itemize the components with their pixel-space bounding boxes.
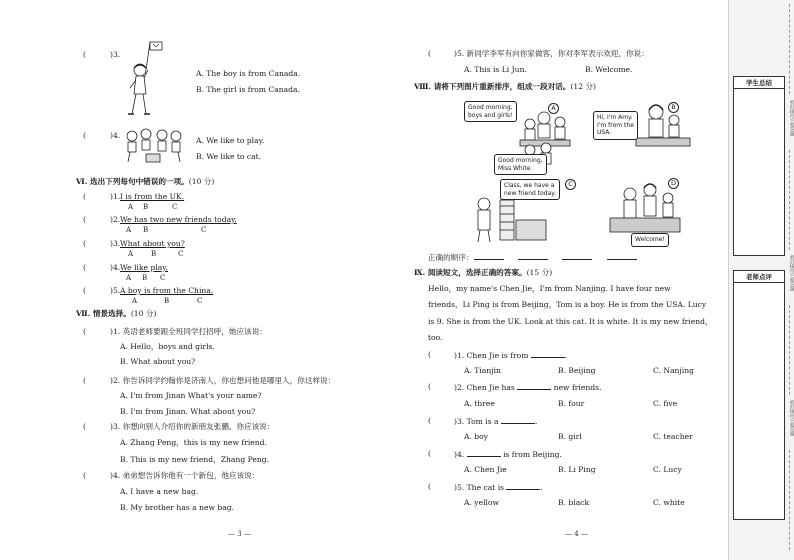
order-answer-line: 正确的顺序： [428,253,637,262]
answer-paren: ( [428,382,431,391]
error-sentence: A boy is from the China. [120,286,214,295]
seal-line [789,150,790,250]
question-text: )3. 你想向别人介绍你的新朋友张鹏，你应该说： [110,422,275,431]
option-a: A. yellow [464,498,500,507]
option-b: B. Li Ping [558,465,596,474]
option-c: C. white [653,498,685,507]
option-label: B [151,250,157,258]
passage-line: friends，Li Ping is from Beijing，Tom is a boy. He is from the USA. Lucy [428,300,707,309]
answer-paren: ( [83,215,86,224]
question-text: )4. 弟弟想告诉你他有一个新包，他应该说： [110,471,260,480]
answer-paren: ( [83,239,86,248]
option-b: B. four [558,399,585,408]
student-summary-title: 学生总结 [734,77,784,89]
section-title: Ⅸ. 阅读短文，选择正确的答案。(15 分) [414,268,553,277]
option-label: A [128,203,134,211]
section-title: Ⅵ. 选出下列每句中错误的一项。(10 分) [76,177,215,186]
question-number: )4. [110,263,121,272]
option-b: B. What about you? [120,357,196,366]
question-number: )4. [110,131,121,140]
option-a: A. Zhang Peng，this is my new friend. [120,438,267,447]
option-b: B. We like to cat. [196,152,262,161]
question-text: )2. Chen Jie has new friends. [454,383,602,392]
option-a: A. I'm from Jinan What's your name? [120,391,262,400]
fill-blank[interactable] [506,483,540,490]
answer-paren: ( [428,49,431,58]
question-text: )2. 你告诉同学约翰你是济南人，你也想问他是哪里人，你这样说： [110,376,336,385]
speech-bubble-c2: Class, we have a new friend today. [500,179,560,200]
answer-paren: ( [83,50,86,59]
seal-line-note: 密封线内不要答题 [789,100,794,136]
option-label: A [126,274,132,282]
speech-bubble-b: Hi, I'm Amy. I'm from the USA. [593,111,638,140]
option-a: A. three [464,399,495,408]
option-label: C [172,203,178,211]
seal-line-note: 密封线内不要答题 [789,255,794,291]
option-a: A. The boy is from Canada. [196,69,301,78]
option-label: B [143,203,149,211]
answer-paren: ( [83,192,86,201]
option-label: A [126,226,132,234]
boy-flag-illustration [122,40,170,122]
question-number: )5. [110,286,121,295]
speech-bubble-c1: Good morning, Miss White. [494,154,547,175]
label-c: C [565,179,576,190]
question-text: )3. Tom is a . [454,417,538,426]
label-a: A [548,103,559,114]
page-number: — 4 — [565,530,588,538]
option-c: C. five [653,399,678,408]
answer-paren: ( [83,471,86,480]
question-text: )1. 英语老师要跟全班同学打招呼，她应该说： [110,327,267,336]
question-number: )1. [110,192,121,201]
question-text: )1. Chen Jie is from . [454,351,568,360]
option-b: B. I'm from Jinan. What about you? [120,407,256,416]
option-label: C [201,226,207,234]
seal-line [789,450,790,550]
option-a: A. Hello，boys and girls. [120,342,215,351]
answer-paren: ( [428,449,431,458]
answer-paren: ( [83,422,86,431]
seal-line-note: 密封线内不要答题 [789,400,794,436]
answer-paren: ( [428,416,431,425]
question-text: )4. is from Beijing. [454,450,562,459]
fill-blank[interactable] [467,450,501,457]
order-blank-2[interactable] [518,253,548,260]
answer-paren: ( [83,263,86,272]
question-text: )5. The cat is . [454,483,543,492]
error-sentence: We has two new friends today. [120,215,237,224]
fill-blank[interactable] [501,417,535,424]
answer-paren: ( [83,376,86,385]
passage-line: too. [428,333,443,342]
order-blank-3[interactable] [562,253,592,260]
option-b: B. girl [558,432,582,441]
option-b: B. Welcome. [585,65,633,74]
option-label: B [143,226,149,234]
option-c: C. Nanjing [653,366,694,375]
answer-paren: ( [83,286,86,295]
option-b: B. Beijing [558,366,596,375]
answer-paren: ( [83,327,86,336]
speech-bubble-a: Good morning, boys and girls! [464,101,517,122]
label-d: D [668,178,679,189]
teacher-comment-box[interactable] [733,270,785,520]
sidebar-margin [728,0,794,560]
page-number: — 3 — [228,530,251,538]
kids-playing-illustration [122,126,184,166]
student-summary-box[interactable] [733,76,785,256]
error-sentence: What about you? [120,239,185,248]
speech-bubble-d: Welcome! [631,233,669,247]
fill-blank[interactable] [531,351,565,358]
answer-paren: ( [83,131,86,140]
teacher-comment-title: 老师点评 [734,271,784,283]
error-sentence: We like play. [120,263,168,272]
seal-line [789,4,790,94]
answer-paren: ( [428,350,431,359]
label-b: B [668,102,679,113]
option-label: C [197,297,203,305]
section-title: Ⅷ. 请将下列图片重新排序，组成一段对话。(12 分) [414,82,597,91]
option-label: C [160,274,166,282]
fill-blank[interactable] [517,383,551,390]
option-c: C. Lucy [653,465,682,474]
question-number: )3. [110,50,121,59]
option-c: C. teacher [653,432,693,441]
passage-line: Hello，my name's Chen Jie，I'm from Nanjing. I have four new [428,284,671,293]
option-label: A [128,250,134,258]
order-blank-4[interactable] [607,253,637,260]
option-a: A. This is Li Jun. [464,65,527,74]
option-b: B. The girl is from Canada. [196,85,300,94]
option-a: A. boy [464,432,489,441]
section-title: Ⅶ. 情景选择。(10 分) [76,309,157,318]
option-label: B [164,297,170,305]
option-b: B. My brother has a new bag. [120,503,235,512]
option-label: A [132,297,138,305]
question-number: )3. [110,239,121,248]
question-text: )5. 新同学李军有向你家做客，你对李军表示欢迎，你说： [454,49,649,58]
option-label: C [178,250,184,258]
option-label: B [142,274,148,282]
seal-line [789,305,790,395]
order-blank-1[interactable] [474,253,504,260]
option-a: A. We like to play. [196,136,265,145]
option-a: A. Tianjin [464,366,501,375]
option-a: A. I have a new bag. [120,487,199,496]
passage-line: is 9. She is from the UK. Look at this cat. It is white. It is my new friend， [428,317,713,326]
question-number: )2. [110,215,121,224]
option-b: B. This is my new friend，Zhang Peng. [120,455,270,464]
option-a: A. Chen Jie [464,465,507,474]
error-sentence: I is from the UK. [120,192,185,201]
option-b: B. black [558,498,590,507]
answer-paren: ( [428,482,431,491]
